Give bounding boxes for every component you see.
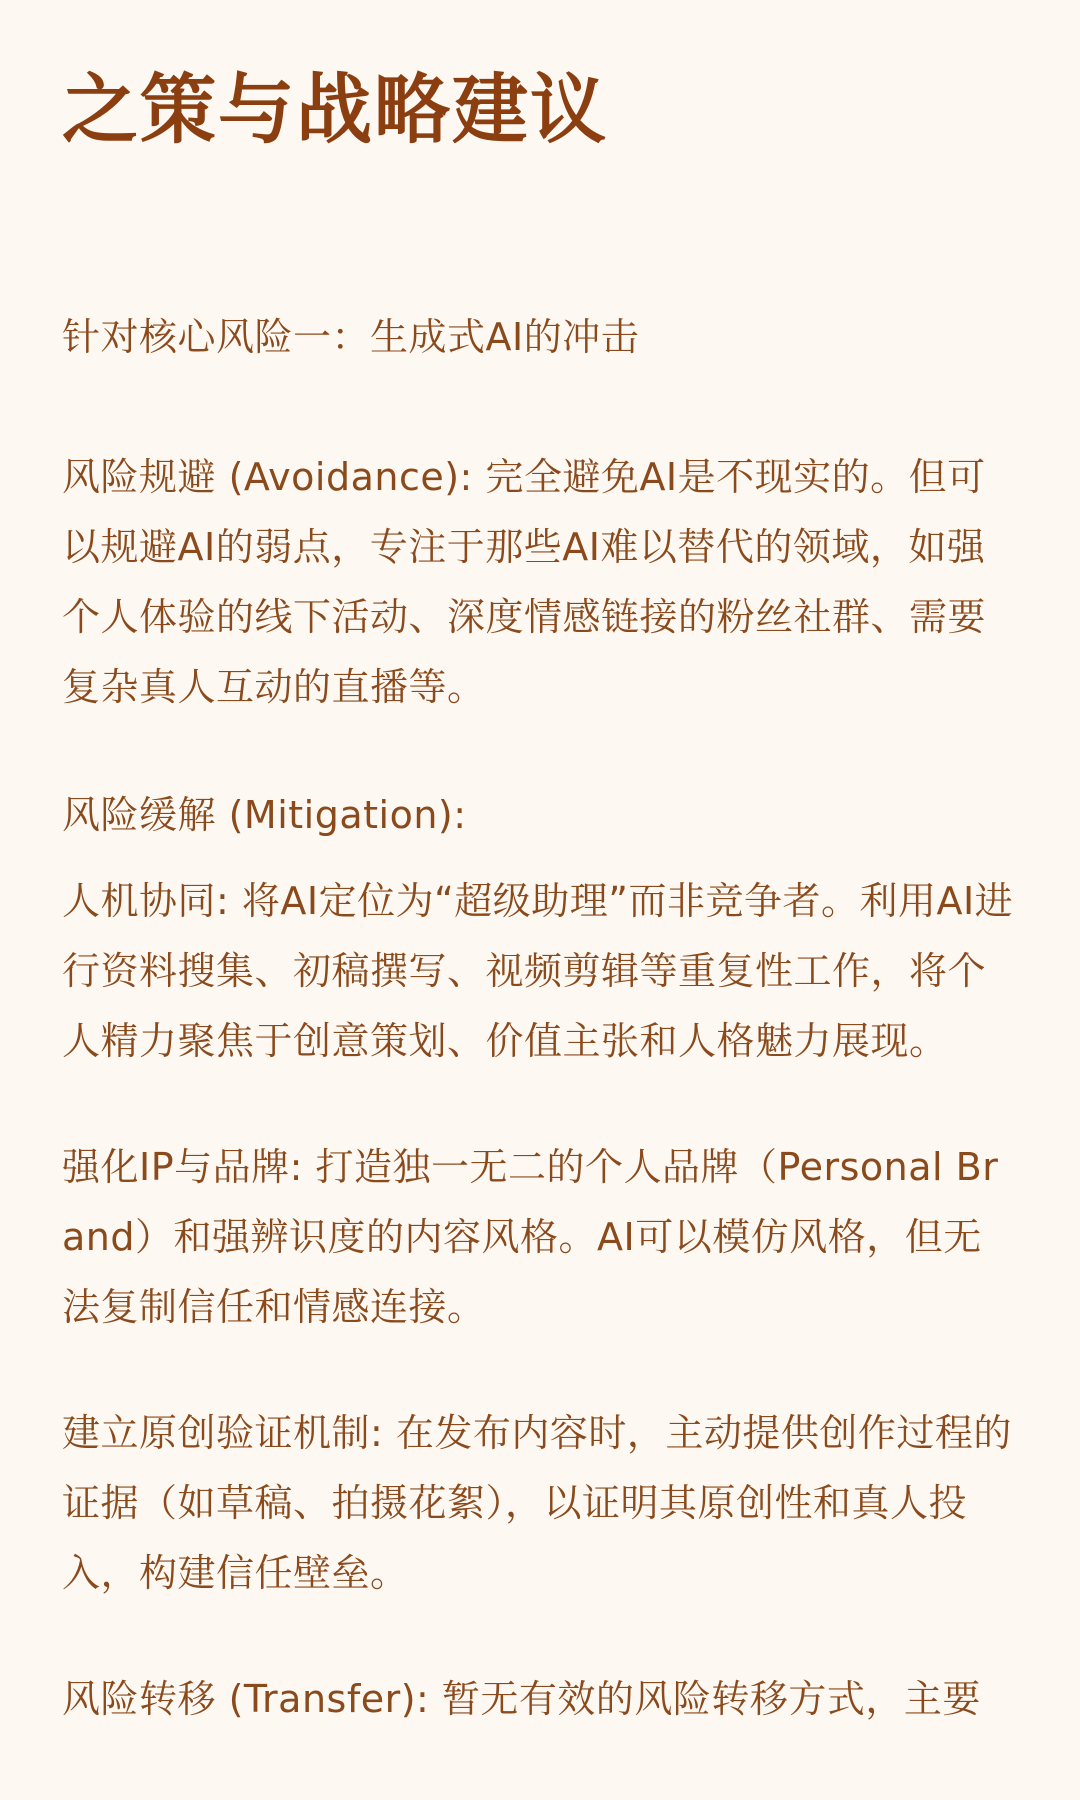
avoidance-paragraph: 风险规避 (Avoidance): 完全避免AI是不现实的。但可以规避AI的弱点，专注于那些AI难以替代的领域，如强个人体验的线下活动、深度情感链接的粉丝社群、需要复杂真人互动的直播等。	[62, 455, 987, 709]
page-title: 之策与战略建议	[62, 65, 608, 154]
originality-verification-paragraph: 建立原创验证机制: 在发布内容时，主动提供创作过程的证据（如草稿、拍摄花絮），以证明其原创性和真人投入，构建信任壁垒。	[62, 1411, 1012, 1595]
section-subheading: 针对核心风险一：生成式AI的冲击	[62, 315, 640, 359]
article-body	[62, 302, 1018, 1734]
transfer-paragraph: 风险转移 (Transfer): 暂无有效的风险转移方式，主要	[62, 1677, 981, 1721]
ip-brand-paragraph: 强化IP与品牌: 打造独一无二的个人品牌（Personal Brand）和强辨识度的内容风格。AI可以模仿风格，但无法复制信任和情感连接。	[62, 1145, 999, 1329]
human-ai-collaboration-paragraph: 人机协同: 将AI定位为“超级助理”而非竞争者。利用AI进行资料搜集、初稿撰写、视频剪辑等重复性工作，将个人精力聚焦于创意策划、价值主张和人格魅力展现。	[62, 879, 1014, 1063]
mitigation-heading: 风险缓解 (Mitigation):	[62, 793, 467, 837]
